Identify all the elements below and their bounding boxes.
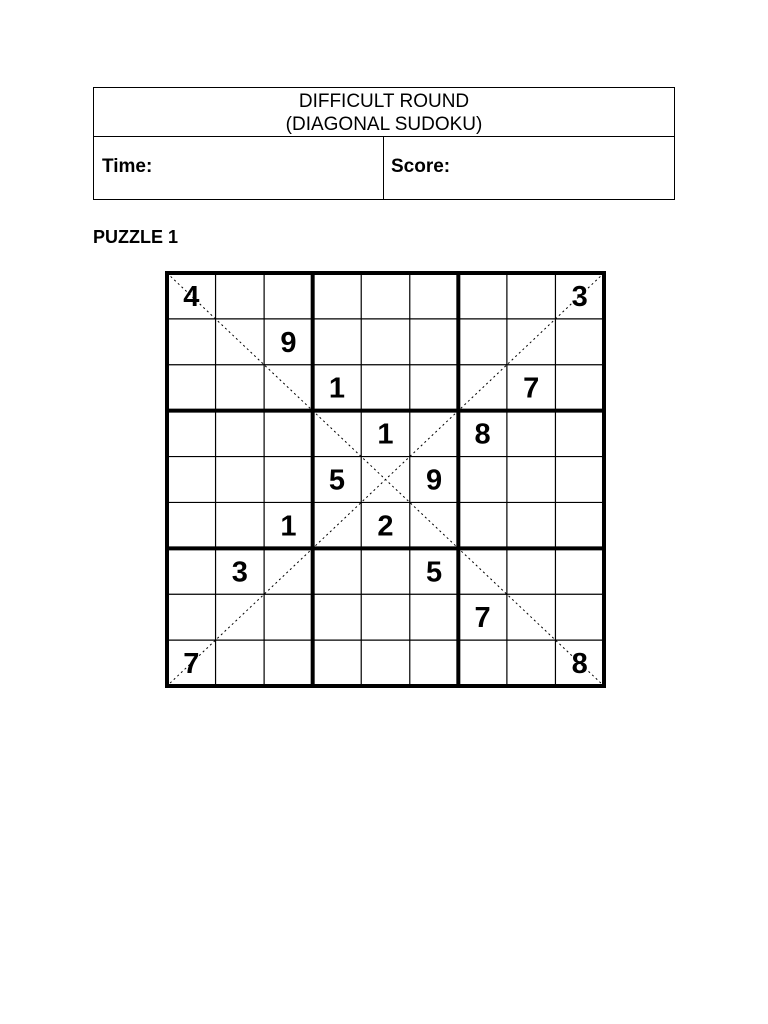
given-digit: 5	[328, 464, 346, 497]
given-digit: 7	[474, 602, 491, 635]
sudoku-cell[interactable]	[264, 594, 313, 640]
sudoku-cell[interactable]	[361, 548, 410, 594]
given-digit: 8	[474, 418, 491, 451]
sudoku-cell[interactable]	[313, 548, 362, 594]
sudoku-cell[interactable]	[167, 319, 216, 365]
sudoku-cell[interactable]	[507, 457, 556, 503]
sudoku-cell[interactable]	[167, 594, 216, 640]
sudoku-cell[interactable]	[216, 457, 265, 503]
sudoku-cell[interactable]	[313, 594, 362, 640]
sudoku-cell[interactable]	[507, 273, 556, 319]
sudoku-cell[interactable]	[361, 319, 410, 365]
given-digit: 7	[183, 648, 200, 681]
sudoku-cell[interactable]	[458, 640, 507, 686]
sudoku-cell[interactable]	[410, 273, 459, 319]
sudoku-cell[interactable]	[410, 594, 459, 640]
time-label: Time:	[102, 156, 153, 177]
given-digit: 9	[280, 326, 297, 359]
sudoku-cell[interactable]	[264, 640, 313, 686]
round-title	[94, 88, 674, 137]
sudoku-cell[interactable]	[507, 640, 556, 686]
sudoku-cell[interactable]	[410, 319, 459, 365]
sudoku-cell[interactable]	[361, 594, 410, 640]
sudoku-cell[interactable]	[167, 411, 216, 457]
sudoku-cell[interactable]	[313, 273, 362, 319]
given-digit: 5	[425, 556, 443, 589]
given-digit: 1	[280, 510, 297, 543]
sudoku-cell[interactable]	[555, 548, 604, 594]
sudoku-cell[interactable]	[216, 365, 265, 411]
header-table	[93, 87, 675, 200]
sudoku-cell[interactable]	[410, 365, 459, 411]
sudoku-cell[interactable]	[507, 548, 556, 594]
score-field[interactable]	[384, 137, 674, 200]
round-title-line1: DIFFICULT ROUND	[298, 91, 470, 112]
sudoku-cell[interactable]	[458, 502, 507, 548]
sudoku-grid	[165, 271, 606, 688]
sudoku-cell[interactable]	[216, 502, 265, 548]
sudoku-cell[interactable]	[555, 365, 604, 411]
given-digit: 3	[231, 556, 248, 589]
sudoku-cell[interactable]	[458, 273, 507, 319]
sudoku-cell[interactable]	[167, 548, 216, 594]
given-digit: 2	[377, 510, 394, 543]
time-field[interactable]	[94, 137, 384, 200]
sudoku-cell[interactable]	[264, 457, 313, 503]
sudoku-cell[interactable]	[216, 640, 265, 686]
sudoku-cell[interactable]	[216, 273, 265, 319]
sudoku-cell[interactable]	[555, 594, 604, 640]
sudoku-cell[interactable]	[264, 411, 313, 457]
given-digit: 8	[571, 648, 588, 681]
sudoku-cell[interactable]	[458, 319, 507, 365]
given-digit: 1	[377, 418, 394, 451]
given-digit: 9	[425, 464, 443, 497]
round-title-line2: (DIAGONAL SUDOKU)	[285, 114, 483, 135]
sudoku-cell[interactable]	[361, 640, 410, 686]
given-digit: 1	[328, 372, 346, 405]
given-digit: 3	[571, 280, 588, 313]
sudoku-cell[interactable]	[167, 502, 216, 548]
sudoku-cell[interactable]	[216, 411, 265, 457]
sudoku-cell[interactable]	[507, 502, 556, 548]
sudoku-cell[interactable]	[313, 640, 362, 686]
puzzle-label: PUZZLE 1	[93, 227, 179, 247]
sudoku-cell[interactable]	[555, 502, 604, 548]
sudoku-cell[interactable]	[361, 365, 410, 411]
sudoku-cell[interactable]	[507, 411, 556, 457]
sudoku-cell[interactable]	[313, 319, 362, 365]
sudoku-cell[interactable]	[555, 319, 604, 365]
sudoku-cell[interactable]	[167, 457, 216, 503]
sudoku-cell[interactable]	[458, 457, 507, 503]
given-digit: 4	[183, 280, 200, 313]
sudoku-cell[interactable]	[410, 640, 459, 686]
sudoku-cell[interactable]	[555, 411, 604, 457]
sudoku-board	[165, 271, 606, 688]
sudoku-cell[interactable]	[167, 365, 216, 411]
score-label: Score:	[391, 156, 451, 177]
sudoku-cell[interactable]	[555, 457, 604, 503]
sudoku-cell[interactable]	[264, 273, 313, 319]
given-digit: 7	[523, 372, 540, 405]
sudoku-cell[interactable]	[361, 273, 410, 319]
